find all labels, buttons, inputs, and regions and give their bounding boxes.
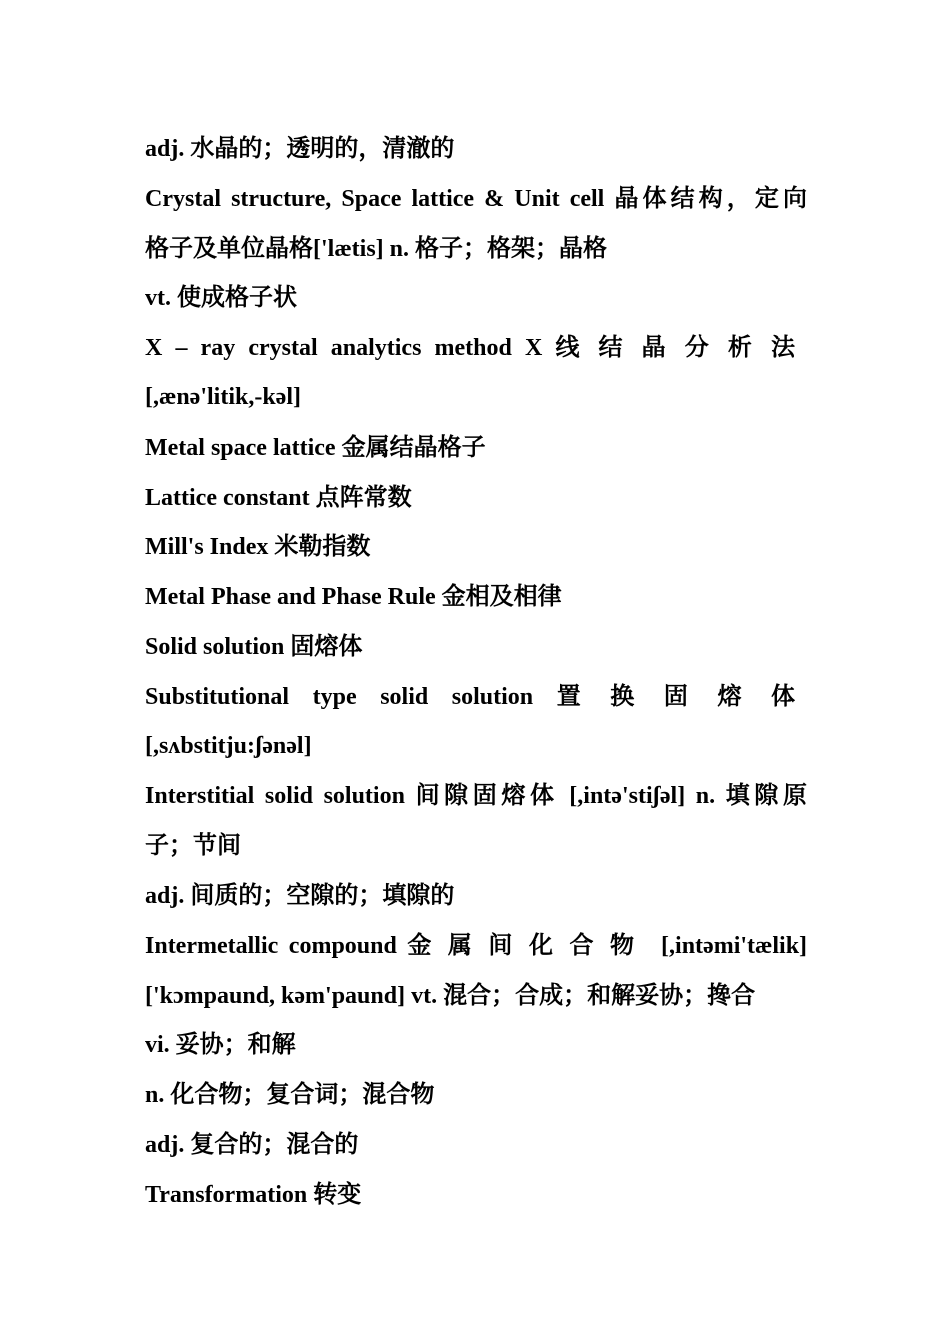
glossary-text <box>145 124 807 1220</box>
entry-line <box>145 522 807 572</box>
entry-line <box>145 871 807 921</box>
entry-definition: 金属间化合物 <box>407 930 651 959</box>
entry-definition: 混合；合成；和解妥协；搀合 <box>443 980 756 1009</box>
entry-line <box>145 971 807 1021</box>
entry-definition: 格子；格架；晶格 <box>415 233 607 262</box>
entry-definition: 格子及单位晶格 <box>145 233 313 262</box>
entry-definition: 晶体结构，定向 <box>614 183 807 212</box>
entry-definition: 金相及相律 <box>441 582 562 611</box>
entry-line <box>145 423 807 473</box>
entry-term: adj. <box>145 136 185 162</box>
entry-phonetic: [,sʌbstitju:ʃənəl] <box>145 732 312 759</box>
entry-definition: 子；节间 <box>145 831 241 860</box>
entry-definition: 化合物；复合词；混合物 <box>170 1080 435 1109</box>
entry-term: Crystal structure, Space lattice & Unit cell <box>145 185 605 212</box>
entry-line <box>145 722 807 772</box>
entry-definition: 置换固熔体 <box>556 681 808 710</box>
entry-definition: 水晶的；透明的，清澈的 <box>190 134 455 162</box>
entry-phonetic: [,intə'stiʃəl] n. <box>569 783 716 810</box>
entry-line <box>145 174 807 224</box>
entry-line <box>145 224 807 274</box>
entry-line <box>145 572 807 622</box>
entry-term: Solid solution <box>145 633 291 660</box>
entry-phonetic: [,intəmi'tælik] <box>661 932 808 959</box>
entry-definition: 固熔体 <box>290 631 363 660</box>
entry-definition: 间隙固熔体 <box>415 781 559 810</box>
entry-line <box>145 373 807 423</box>
entry-term: Transformation <box>145 1181 314 1208</box>
entry-phonetic: ['lætis] n. <box>313 235 409 262</box>
entry-line <box>145 921 807 971</box>
entry-term: Metal Phase and Phase Rule <box>145 584 436 611</box>
entry-term: Intermetallic compound <box>145 932 397 959</box>
entry-line <box>145 672 807 722</box>
entry-term: Metal space lattice <box>145 434 342 461</box>
entry-term: adj. <box>145 882 185 909</box>
entry-definition: 使成格子状 <box>177 283 297 312</box>
entry-term: Mill's Index <box>145 534 275 561</box>
entry-term: Substitutional type solid solution <box>145 683 534 710</box>
entry-line <box>145 1020 807 1070</box>
entry-definition: 复合的；混合的 <box>190 1129 359 1158</box>
entry-definition: 点阵常数 <box>315 482 412 511</box>
entry-term: vt. <box>145 285 171 312</box>
entry-term: Lattice constant <box>145 484 310 511</box>
entry-line <box>145 1120 807 1170</box>
entry-phonetic: ['kɔmpaund, kəm'paund] vt. <box>145 982 438 1009</box>
entry-line <box>145 1170 807 1220</box>
entry-definition: 米勒指数 <box>274 532 371 561</box>
entry-definition: 填隙原 <box>725 781 808 810</box>
entry-term: adj. <box>145 1131 185 1158</box>
entry-line <box>145 1070 807 1120</box>
entry-definition: 金属结晶格子 <box>341 432 486 461</box>
entry-definition: 转变 <box>313 1179 362 1208</box>
entry-line <box>145 323 807 373</box>
entry-line <box>145 273 807 323</box>
entry-term: X – ray crystal analytics method X <box>145 335 543 362</box>
entry-line <box>145 124 807 174</box>
entry-line <box>145 821 807 871</box>
entry-definition: 线结晶分析法 <box>555 333 808 362</box>
entry-term: Interstitial solid solution <box>145 783 416 810</box>
entry-line <box>145 622 807 672</box>
entry-line <box>145 473 807 523</box>
entry-phonetic: [,ænə'litik,-kəl] <box>145 383 301 410</box>
entry-line <box>145 771 807 821</box>
entry-definition: 间质的；空隙的；填隙的 <box>190 880 455 909</box>
entry-term: vi. <box>145 1032 170 1059</box>
entry-term: n. <box>145 1082 165 1109</box>
entry-definition: 妥协；和解 <box>175 1030 296 1059</box>
